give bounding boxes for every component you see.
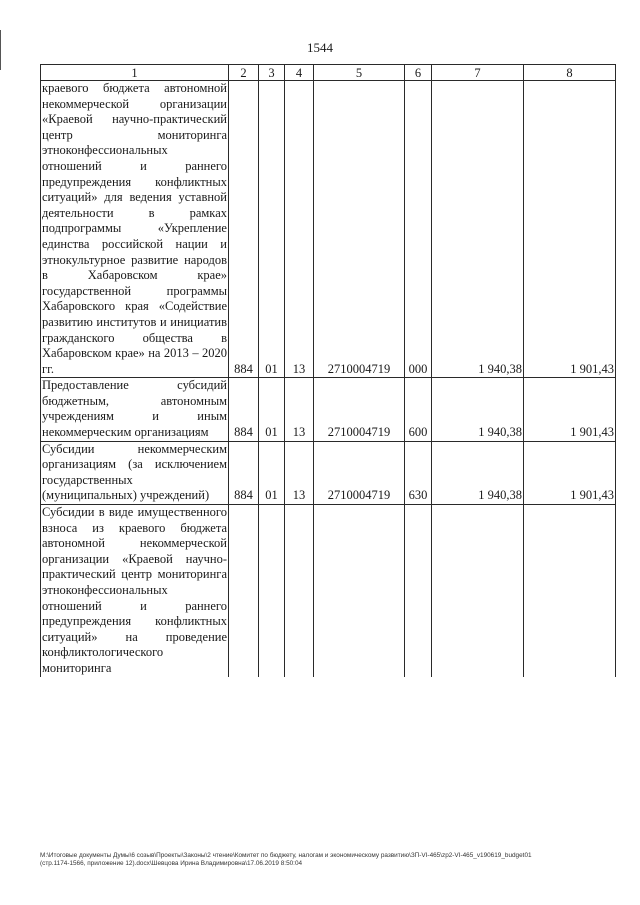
cell-subsection-code xyxy=(285,505,314,677)
document-path-footer xyxy=(40,852,615,868)
row-description: Субсидии в виде имущественного взноса из краевого бюджета автономной некоммерческой организации «Краевой научно-практический центр мониторинга этноконфессиональных отношений и раннего предупреждения конфликтных ситуаций» на проведение конфликтологического мониторинга xyxy=(42,505,227,675)
col-header-6: 6 xyxy=(405,65,432,81)
table-row xyxy=(41,81,616,378)
cell-ministry-code xyxy=(229,505,259,677)
cell-section-code: 01 xyxy=(259,441,285,504)
header-row xyxy=(41,65,616,81)
cell-amount-2: 1 901,43 xyxy=(524,378,616,441)
cell-section-code xyxy=(259,505,285,677)
row-description: Предоставление субсидий бюджетным, автономным учреждениям и иным некоммерческим организациям xyxy=(41,378,229,441)
cell-ministry-code: 884 xyxy=(229,81,259,378)
cell-amount-2: 1 901,43 xyxy=(524,81,616,378)
cell-amount-1: 1 940,38 xyxy=(432,378,524,441)
cell-target-article: 2710004719 xyxy=(314,441,405,504)
row-description: краевого бюджета автономной некоммерческой организации «Краевой научно-практический центр мониторинга этноконфессиональных отношений и раннего предупреждения конфликтных ситуаций» для ведения уставной деятельности в рамках подпрограммы «Укрепление единства российской нации и этнокультурное развитие народов в Хабаровском крае» государственной программы Хабаровского края «Содействие развитию институтов и инициатив гражданского общества в Хабаровском крае» на 2013 – 2020 гг. xyxy=(41,81,229,378)
cell-amount-2: 1 901,43 xyxy=(524,441,616,504)
table-row xyxy=(41,505,616,677)
cell-expense-type: 600 xyxy=(405,378,432,441)
cell-target-article xyxy=(314,505,405,677)
cell-subsection-code: 13 xyxy=(285,81,314,378)
col-header-5: 5 xyxy=(314,65,405,81)
cell-target-article: 2710004719 xyxy=(314,81,405,378)
cell-ministry-code: 884 xyxy=(229,378,259,441)
page-number: 1544 xyxy=(307,40,333,55)
cell-expense-type: 000 xyxy=(405,81,432,378)
cell-subsection-code: 13 xyxy=(285,441,314,504)
cell-amount-1 xyxy=(432,505,524,677)
col-header-3: 3 xyxy=(259,65,285,81)
col-header-4: 4 xyxy=(285,65,314,81)
budget-table xyxy=(40,64,616,677)
table-row xyxy=(41,378,616,441)
cell-expense-type: 630 xyxy=(405,441,432,504)
col-header-8: 8 xyxy=(524,65,616,81)
cell-section-code: 01 xyxy=(259,378,285,441)
col-header-1: 1 xyxy=(41,65,229,81)
row-description: Субсидии некоммерческим организациям (за исключением государственных (муниципальных) учреждений) xyxy=(41,441,229,504)
cell-subsection-code: 13 xyxy=(285,378,314,441)
cell-target-article: 2710004719 xyxy=(314,378,405,441)
col-header-2: 2 xyxy=(229,65,259,81)
table-row xyxy=(41,441,616,504)
cell-amount-2 xyxy=(524,505,616,677)
cell-expense-type xyxy=(405,505,432,677)
cell-amount-1: 1 940,38 xyxy=(432,441,524,504)
cell-amount-1: 1 940,38 xyxy=(432,81,524,378)
footer-line-2: (стр.1174-1566, приложение 12).docx\Шевцова Ирина Владимировна\17.06.2019 8:50:04 xyxy=(40,860,303,867)
col-header-7: 7 xyxy=(432,65,524,81)
cell-ministry-code: 884 xyxy=(229,441,259,504)
footer-line-1: M:\Итоговые документы Думы\6 созыв\Проекты\Законы\2 чтение\Комитет по бюджету, налогам и экономическому развитию\ЗП-VI-465\zp2-VI-465_v190619_budget01 xyxy=(40,852,532,859)
cell-section-code: 01 xyxy=(259,81,285,378)
